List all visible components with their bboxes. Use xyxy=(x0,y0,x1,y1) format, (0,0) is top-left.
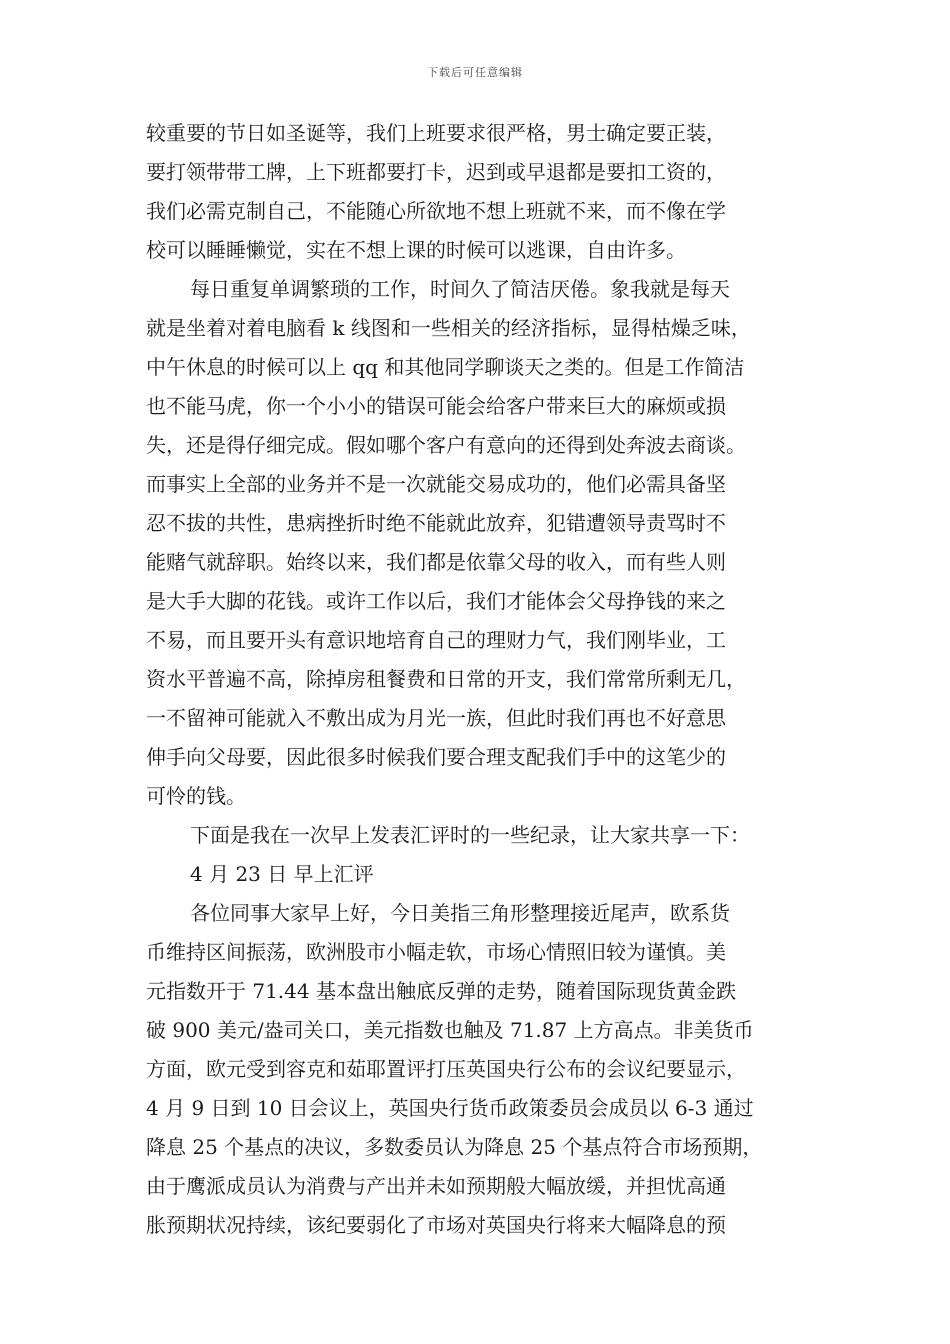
page-header: 下载后可任意编辑 xyxy=(427,66,523,79)
text-line: 也不能马虎，你一个小小的错误可能会给客户带来巨大的麻烦或损 xyxy=(146,394,726,418)
text-line: 资水平普遍不高，除掉房租餐费和日常的开支，我们常常所剩无几， xyxy=(146,667,746,691)
text-line: 校可以睡睡懒觉，实在不想上课的时候可以逃课，自由许多。 xyxy=(146,238,686,262)
text-line: 不易，而且要开头有意识地培育自己的理财力气，我们刚毕业，工 xyxy=(146,628,726,652)
text-line: 中午休息的时候可以上 qq 和其他同学聊谈天之类的。但是工作简洁 xyxy=(146,355,745,379)
text-line: 是大手大脚的花钱。或许工作以后，我们才能体会父母挣钱的来之 xyxy=(146,589,726,613)
text-line: 要打领带带工牌，上下班都要打卡，迟到或早退都是要扣工资的， xyxy=(146,160,726,184)
text-line: 4 月 23 日 早上汇评 xyxy=(190,862,374,886)
text-line: 我们必需克制自己，不能随心所欲地不想上班就不来，而不像在学 xyxy=(146,199,726,223)
text-line: 下面是我在一次早上发表汇评时的一些纪录，让大家共享一下： xyxy=(190,823,750,847)
text-line: 由于鹰派成员认为消费与产出并未如预期般大幅放缓，并担忧高通 xyxy=(146,1174,726,1198)
text-line: 就是坐着对着电脑看 k 线图和一些相关的经济指标，显得枯燥乏味， xyxy=(146,316,751,340)
text-line: 失，还是得仔细完成。假如哪个客户有意向的还得到处奔波去商谈。 xyxy=(146,433,746,457)
text-line: 各位同事大家早上好，今日美指三角形整理接近尾声，欧系货 xyxy=(190,901,730,925)
text-line: 较重要的节日如圣诞等，我们上班要求很严格，男士确定要正装， xyxy=(146,121,726,145)
text-line: 忍不拔的共性，患病挫折时绝不能就此放弃，犯错遭领导责骂时不 xyxy=(146,511,726,535)
document-body xyxy=(146,114,806,1245)
text-line: 而事实上全部的业务并不是一次就能交易成功的，他们必需具备坚 xyxy=(146,472,726,496)
text-line: 币维持区间振荡，欧洲股市小幅走软，市场心情照旧较为谨慎。美 xyxy=(146,940,726,964)
text-line: 胀预期状况持续，该纪要弱化了市场对英国央行将来大幅降息的预 xyxy=(146,1213,726,1237)
text-line: 每日重复单调繁琐的工作，时间久了简洁厌倦。象我就是每天 xyxy=(190,277,730,301)
text-line: 元指数开于 71.44 基本盘出触底反弹的走势，随着国际现货黄金跌 xyxy=(146,979,736,1003)
text-line: 可怜的钱。 xyxy=(146,784,246,808)
text-line: 一不留神可能就入不敷出成为月光一族，但此时我们再也不好意思 xyxy=(146,706,726,730)
text-line: 方面，欧元受到容克和茹耶置评打压英国央行公布的会议纪要显示， xyxy=(146,1057,746,1081)
text-line: 伸手向父母要，因此很多时候我们要合理支配我们手中的这笔少的 xyxy=(146,745,726,769)
text-line: 能赌气就辞职。始终以来，我们都是依靠父母的收入，而有些人则 xyxy=(146,550,726,574)
text-line: 4 月 9 日到 10 日会议上，英国央行货币政策委员会成员以 6-3 通过 xyxy=(146,1096,754,1120)
text-line: 破 900 美元/盎司关口，美元指数也触及 71.87 上方高点。非美货币 xyxy=(146,1018,754,1042)
text-line: 降息 25 个基点的决议，多数委员认为降息 25 个基点符合市场预期， xyxy=(146,1135,763,1159)
